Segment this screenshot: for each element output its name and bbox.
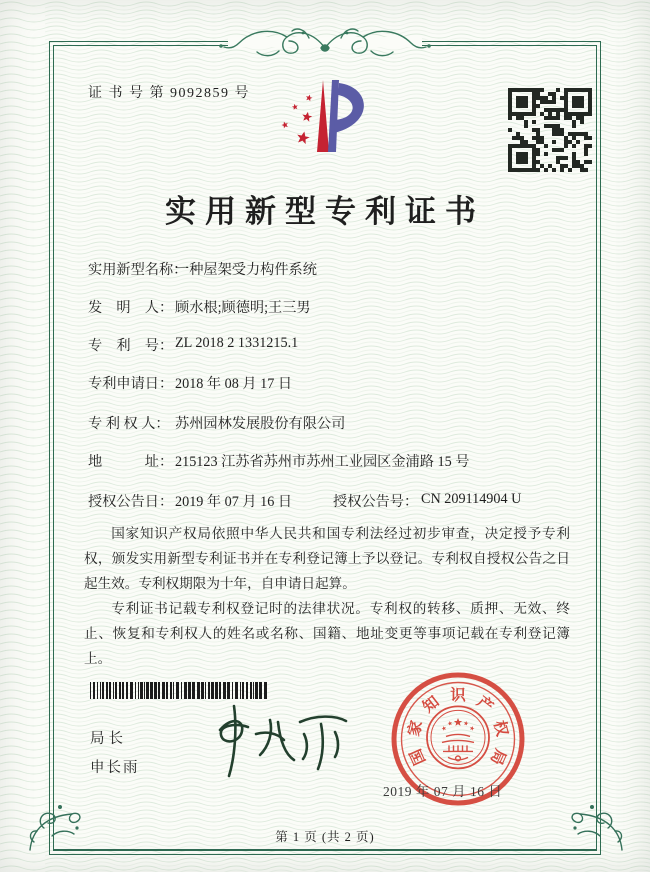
field-label: 实用新型名称： — [88, 262, 188, 278]
seal-character: 权 — [490, 718, 511, 739]
certificate-number: 证 书 号 第 9092859 号 — [88, 86, 250, 101]
seal-character: 局 — [486, 746, 509, 768]
seal-character: 国 — [407, 746, 430, 768]
field-row-filing-date — [88, 373, 590, 393]
director-name: 申长雨 — [90, 760, 140, 776]
field-value: ZL 2018 2 1331215.1 — [175, 335, 299, 351]
director-title: 局长 — [90, 731, 127, 747]
cnipa-logo-icon — [276, 74, 380, 160]
seal-date: 2019 年 07 月 16 日 — [383, 784, 503, 799]
legal-paragraph: 专利证书记载专利权登记时的法律状况。专利权的转移、质押、无效、终止、恢复和专利权人的姓名或名称、国籍、地址变更等事项记载在专利登记簿上。 — [84, 601, 570, 666]
seal-national-emblem-icon — [420, 697, 496, 777]
qr-code-icon — [508, 88, 592, 172]
field-value: 215123 江苏省苏州市苏州工业园区金浦路 15 号 — [175, 454, 470, 470]
certificate-title: 实用新型专利证书 — [165, 194, 485, 229]
legal-paragraph: 国家知识产权局依照中华人民共和国专利法经过初步审查，决定授予专利权，颁发实用新型专利证书并在专利登记簿上予以登记。专利权自授权公告之日起生效。专利权期限为十年，自申请日起算。 — [84, 526, 570, 591]
seal-character: 产 — [473, 693, 497, 717]
legal-statement — [84, 521, 570, 671]
field-value: 2019 年 07 月 16 日 — [175, 494, 293, 510]
field-label: 授权公告号： — [333, 494, 419, 510]
field-value: 2018 年 08 月 17 日 — [175, 376, 293, 392]
field-value: CN 209114904 U — [421, 491, 522, 507]
field-row-patentee — [88, 413, 590, 433]
seal-character: 识 — [450, 687, 466, 704]
seal-character: 家 — [405, 718, 426, 739]
signature-icon — [192, 698, 360, 782]
field-row-patent-number — [88, 335, 590, 355]
field-row-address — [88, 451, 590, 471]
field-label: 专 利 权 人： — [88, 416, 170, 432]
field-row-inventors — [88, 297, 590, 317]
seal-character: 知 — [419, 693, 443, 717]
page-number: 第 1 页 (共 2 页) — [275, 830, 375, 844]
field-label: 发 明 人： — [88, 300, 174, 316]
field-value: 一种屋架受力构件系统 — [175, 262, 317, 278]
field-label: 授权公告日： — [88, 494, 174, 510]
field-value: 苏州园林发展股份有限公司 — [175, 416, 346, 432]
field-label: 地 址： — [88, 454, 174, 470]
field-value: 顾水根;顾德明;王三男 — [175, 300, 311, 316]
field-label: 专利申请日： — [88, 376, 174, 392]
field-label: 专 利 号： — [88, 338, 174, 354]
field-row-grant-date-and-number — [88, 491, 590, 511]
field-row-patent-name — [88, 259, 590, 279]
